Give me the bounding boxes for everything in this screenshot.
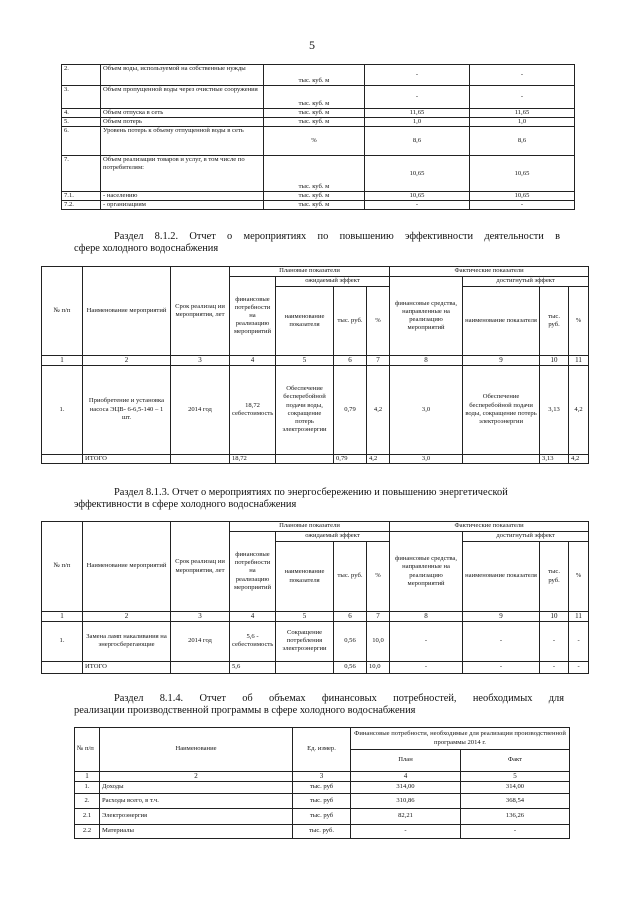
row-fact: -: [470, 201, 575, 210]
row-pct-fact: 4,2: [569, 365, 589, 454]
col-number: 4: [230, 612, 276, 622]
col-number: 9: [463, 612, 540, 622]
table-row: [42, 621, 589, 661]
row-fact: 314,00: [461, 781, 570, 793]
col-number: 2: [83, 612, 171, 622]
row-number: 6.: [62, 127, 101, 156]
empty-cell: [42, 454, 83, 463]
total-tr: 0,79: [334, 454, 367, 463]
col-num-header: № п/п: [42, 522, 83, 612]
row-tr-fact: 3,13: [540, 365, 569, 454]
col-unit-header: Ед. измер.: [293, 728, 351, 772]
fin-needs-header: Финансовые потребности, необходимые для реализации производственной программы 2014 г.: [351, 728, 570, 750]
col-tr-header: тыс. руб.: [334, 542, 367, 612]
table-row: [62, 156, 575, 192]
col-indicator-header: наименование показателя: [276, 287, 334, 356]
col-number: 6: [334, 612, 367, 622]
col-number: 4: [230, 356, 276, 366]
row-unit: тыс. руб: [293, 808, 351, 824]
col-number: 7: [367, 356, 390, 366]
row-indicator: Обеспечение бесперебойной подачи воды, сокращение потерь электроэнергии: [276, 365, 334, 454]
row-number: 5.: [62, 118, 101, 127]
empty-cell: [463, 454, 540, 463]
row-name: Доходы: [100, 781, 293, 793]
section-813-heading-line1: Раздел 8.1.3. Отчет о мероприятиях по энергосбережению и повышению энергетической: [114, 487, 508, 498]
row-fact: -: [470, 86, 575, 109]
col-number: 11: [569, 356, 589, 366]
row-name: Электроэнергия: [100, 808, 293, 824]
expected-effect-header: ожидаемый эффект: [276, 532, 390, 542]
row-fact: -: [470, 65, 575, 86]
row-plan: -: [365, 201, 470, 210]
col-number: 2: [100, 772, 293, 782]
section-814-heading: [74, 693, 564, 717]
row-name: Объем потерь: [101, 118, 264, 127]
row-unit: тыс. куб. м: [264, 201, 365, 210]
column-numbers-row: [42, 612, 589, 622]
table-row: [62, 118, 575, 127]
row-fact: 8,6: [470, 127, 575, 156]
col-tr-fact-header: тыс. руб.: [540, 287, 569, 356]
col-number: 8: [390, 612, 463, 622]
total-pct-fact: 4,2: [569, 454, 589, 463]
col-fact-header: Факт: [461, 750, 570, 772]
total-pct-fact: -: [569, 661, 589, 673]
row-unit: %: [264, 127, 365, 156]
total-fin: 5,6: [230, 661, 276, 673]
col-number: 3: [171, 612, 230, 622]
row-number: 1.: [75, 781, 100, 793]
total-fin-fact: 3,0: [390, 454, 463, 463]
col-number: 3: [293, 772, 351, 782]
section-812-heading-line1: Раздел 8.1.2. Отчет о мероприятиях по повышению эффективности деятельности в: [114, 231, 560, 242]
column-numbers-row: [75, 772, 570, 782]
row-fin: 18,72 себестоимость: [230, 365, 276, 454]
row-fact: 10,65: [470, 192, 575, 201]
table-row: [75, 793, 570, 808]
section-812-heading: [74, 231, 560, 255]
row-tr: 0,79: [334, 365, 367, 454]
col-name-header: Наименование мероприятий: [83, 522, 171, 612]
row-number: 3.: [62, 86, 101, 109]
row-plan: 310,86: [351, 793, 461, 808]
total-label: ИТОГО: [83, 661, 171, 673]
row-plan: 8,6: [365, 127, 470, 156]
col-number: 5: [276, 356, 334, 366]
row-unit: тыс. куб. м: [264, 109, 365, 118]
total-tr: 0,56: [334, 661, 367, 673]
col-pct-fact-header: %: [569, 542, 589, 612]
row-number: 2.1: [75, 808, 100, 824]
col-tr-fact-header: тыс. руб.: [540, 542, 569, 612]
row-number: 7.2.: [62, 201, 101, 210]
row-plan: 314,00: [351, 781, 461, 793]
col-number: 11: [569, 612, 589, 622]
table-row: [62, 109, 575, 118]
row-unit: тыс. куб. м: [264, 118, 365, 127]
col-number: 8: [390, 356, 463, 366]
col-pct-header: %: [367, 542, 390, 612]
row-name: Расходы всего, в т.ч.: [100, 793, 293, 808]
table-row: [62, 201, 575, 210]
row-unit: тыс. куб. м: [264, 156, 365, 192]
total-pct: 10,0: [367, 661, 390, 673]
col-fin-header: финансовые потребности на реализацию мероприятий: [230, 532, 276, 612]
section-813-table: [41, 521, 589, 674]
page-number: 5: [309, 38, 315, 52]
col-number: 1: [42, 612, 83, 622]
row-number: 4.: [62, 109, 101, 118]
row-number: 7.1.: [62, 192, 101, 201]
table-row: [75, 808, 570, 824]
total-fin-fact: -: [390, 661, 463, 673]
col-name-header: Наименование мероприятий: [83, 267, 171, 356]
row-name: Материалы: [100, 824, 293, 838]
row-plan: 1,0: [365, 118, 470, 127]
row-fact: -: [461, 824, 570, 838]
row-name: Объем пропущенной воды через очистные сооружения: [101, 86, 264, 109]
empty-cell: [276, 661, 334, 673]
row-unit: тыс. руб: [293, 781, 351, 793]
total-label: ИТОГО: [83, 454, 171, 463]
empty-cell: [171, 454, 230, 463]
expected-effect-header: ожидаемый эффект: [276, 277, 390, 287]
col-name-header: Наименование: [100, 728, 293, 772]
total-indicator-fact: -: [463, 661, 540, 673]
col-indicator-header: наименование показателя: [276, 542, 334, 612]
col-number: 1: [42, 356, 83, 366]
row-plan: 10,65: [365, 192, 470, 201]
total-fin: 18,72: [230, 454, 276, 463]
fact-header: Фактические показатели: [390, 267, 589, 277]
col-number: 4: [351, 772, 461, 782]
row-fact: 136,26: [461, 808, 570, 824]
row-name: Уровень потерь к объему отпущенной воды в сеть: [101, 127, 264, 156]
row-term: 2014 год: [171, 365, 230, 454]
total-row: [42, 661, 589, 673]
section-813-heading: [74, 487, 564, 511]
row-plan: 82,21: [351, 808, 461, 824]
row-indicator-fact: Обеспечение бесперебойной подачи воды, сокращение потерь электроэнергии: [463, 365, 540, 454]
column-numbers-row: [42, 356, 589, 366]
plan-header: Плановые показатели: [230, 522, 390, 532]
col-num-header: № п/п: [42, 267, 83, 356]
table-row: [75, 824, 570, 838]
row-pct: 10,0: [367, 621, 390, 661]
col-fin-fact-header: финансовые средства, направленные на реализацию мероприятий: [390, 532, 463, 612]
row-unit: тыс. руб.: [293, 824, 351, 838]
row-number: 2.: [75, 793, 100, 808]
total-row: [42, 454, 589, 463]
col-fin-header: финансовые потребности на реализацию мероприятий: [230, 277, 276, 356]
col-indicator-fact-header: наименование показателя: [463, 287, 540, 356]
plan-header: Плановые показатели: [230, 267, 390, 277]
row-plan: 10,65: [365, 156, 470, 192]
row-unit: тыс. куб. м: [264, 65, 365, 86]
total-tr-fact: -: [540, 661, 569, 673]
section-812-heading-line2: сфере холодного водоснабжения: [74, 242, 219, 254]
col-number: 10: [540, 612, 569, 622]
row-name: Объем отпуска в сеть: [101, 109, 264, 118]
row-fin-fact: 3,0: [390, 365, 463, 454]
row-fin: 5,6 - себестоимость: [230, 621, 276, 661]
total-pct: 4,2: [367, 454, 390, 463]
row-number: 2.2: [75, 824, 100, 838]
empty-cell: [276, 454, 334, 463]
row-fact: 11,65: [470, 109, 575, 118]
row-plan: -: [365, 86, 470, 109]
table-row: [62, 127, 575, 156]
col-pct-fact-header: %: [569, 287, 589, 356]
col-num-header: № п/п: [75, 728, 100, 772]
row-unit: тыс. куб. м: [264, 86, 365, 109]
col-term-header: Срок реализац ии мероприятия, лет: [171, 522, 230, 612]
col-number: 2: [83, 356, 171, 366]
col-number: 5: [461, 772, 570, 782]
row-name: Объем реализации товаров и услуг, в том числе по потребителям:: [101, 156, 264, 192]
col-fin-fact-header: финансовые средства, направленные на реализацию мероприятий: [390, 277, 463, 356]
row-number: 7.: [62, 156, 101, 192]
section-814-heading-line1: Раздел 8.1.4. Отчет об объемах финансовых потребностей, необходимых для: [114, 693, 564, 704]
table-row: [75, 781, 570, 793]
row-fact: 1,0: [470, 118, 575, 127]
table-row: [62, 192, 575, 201]
section-814-table: [74, 727, 570, 839]
row-name: Объем воды, используемой на собственные нужды: [101, 65, 264, 86]
col-number: 6: [334, 356, 367, 366]
col-number: 7: [367, 612, 390, 622]
row-plan: -: [351, 824, 461, 838]
section-813-heading-line2: эффективности в сфере холодного водоснабжения: [74, 498, 297, 510]
row-number: 1.: [42, 621, 83, 661]
row-pct: 4,2: [367, 365, 390, 454]
row-unit: тыс. руб: [293, 793, 351, 808]
table-row: [42, 365, 589, 454]
col-plan-header: План: [351, 750, 461, 772]
row-name: - организациям: [101, 201, 264, 210]
row-unit: тыс. куб. м: [264, 192, 365, 201]
section-812-table: [41, 266, 589, 464]
row-plan: -: [365, 65, 470, 86]
achieved-effect-header: достигнутый эффект: [463, 277, 589, 287]
row-name: - населению: [101, 192, 264, 201]
row-fact: 10,65: [470, 156, 575, 192]
row-tr-fact: -: [540, 621, 569, 661]
row-plan: 11,65: [365, 109, 470, 118]
col-pct-header: %: [367, 287, 390, 356]
row-indicator-fact: -: [463, 621, 540, 661]
table-row: [62, 65, 575, 86]
row-indicator: Сокращение потребления электроэнергии: [276, 621, 334, 661]
row-fin-fact: -: [390, 621, 463, 661]
col-number: 1: [75, 772, 100, 782]
row-tr: 0,56: [334, 621, 367, 661]
section-814-heading-line2: реализации производственной программы в сфере холодного водоснабжения: [74, 704, 416, 716]
row-name: Замена ламп накаливания на энергосберегающие: [83, 621, 171, 661]
empty-cell: [171, 661, 230, 673]
col-number: 3: [171, 356, 230, 366]
row-pct-fact: -: [569, 621, 589, 661]
col-number: 10: [540, 356, 569, 366]
row-number: 1.: [42, 365, 83, 454]
total-tr-fact: 3,13: [540, 454, 569, 463]
empty-cell: [42, 661, 83, 673]
col-tr-header: тыс. руб.: [334, 287, 367, 356]
top-volume-table: [61, 64, 575, 210]
col-indicator-fact-header: наименование показателя: [463, 542, 540, 612]
col-term-header: Срок реализац ии мероприятия, лет: [171, 267, 230, 356]
row-term: 2014 год: [171, 621, 230, 661]
row-name: Приобретение и установка насоса ЭЦВ- 6-6,5-140 – 1 шт.: [83, 365, 171, 454]
table-row: [62, 86, 575, 109]
col-number: 5: [276, 612, 334, 622]
achieved-effect-header: достигнутый эффект: [463, 532, 589, 542]
fact-header: Фактические показатели: [390, 522, 589, 532]
col-number: 9: [463, 356, 540, 366]
row-fact: 368,54: [461, 793, 570, 808]
row-number: 2.: [62, 65, 101, 86]
